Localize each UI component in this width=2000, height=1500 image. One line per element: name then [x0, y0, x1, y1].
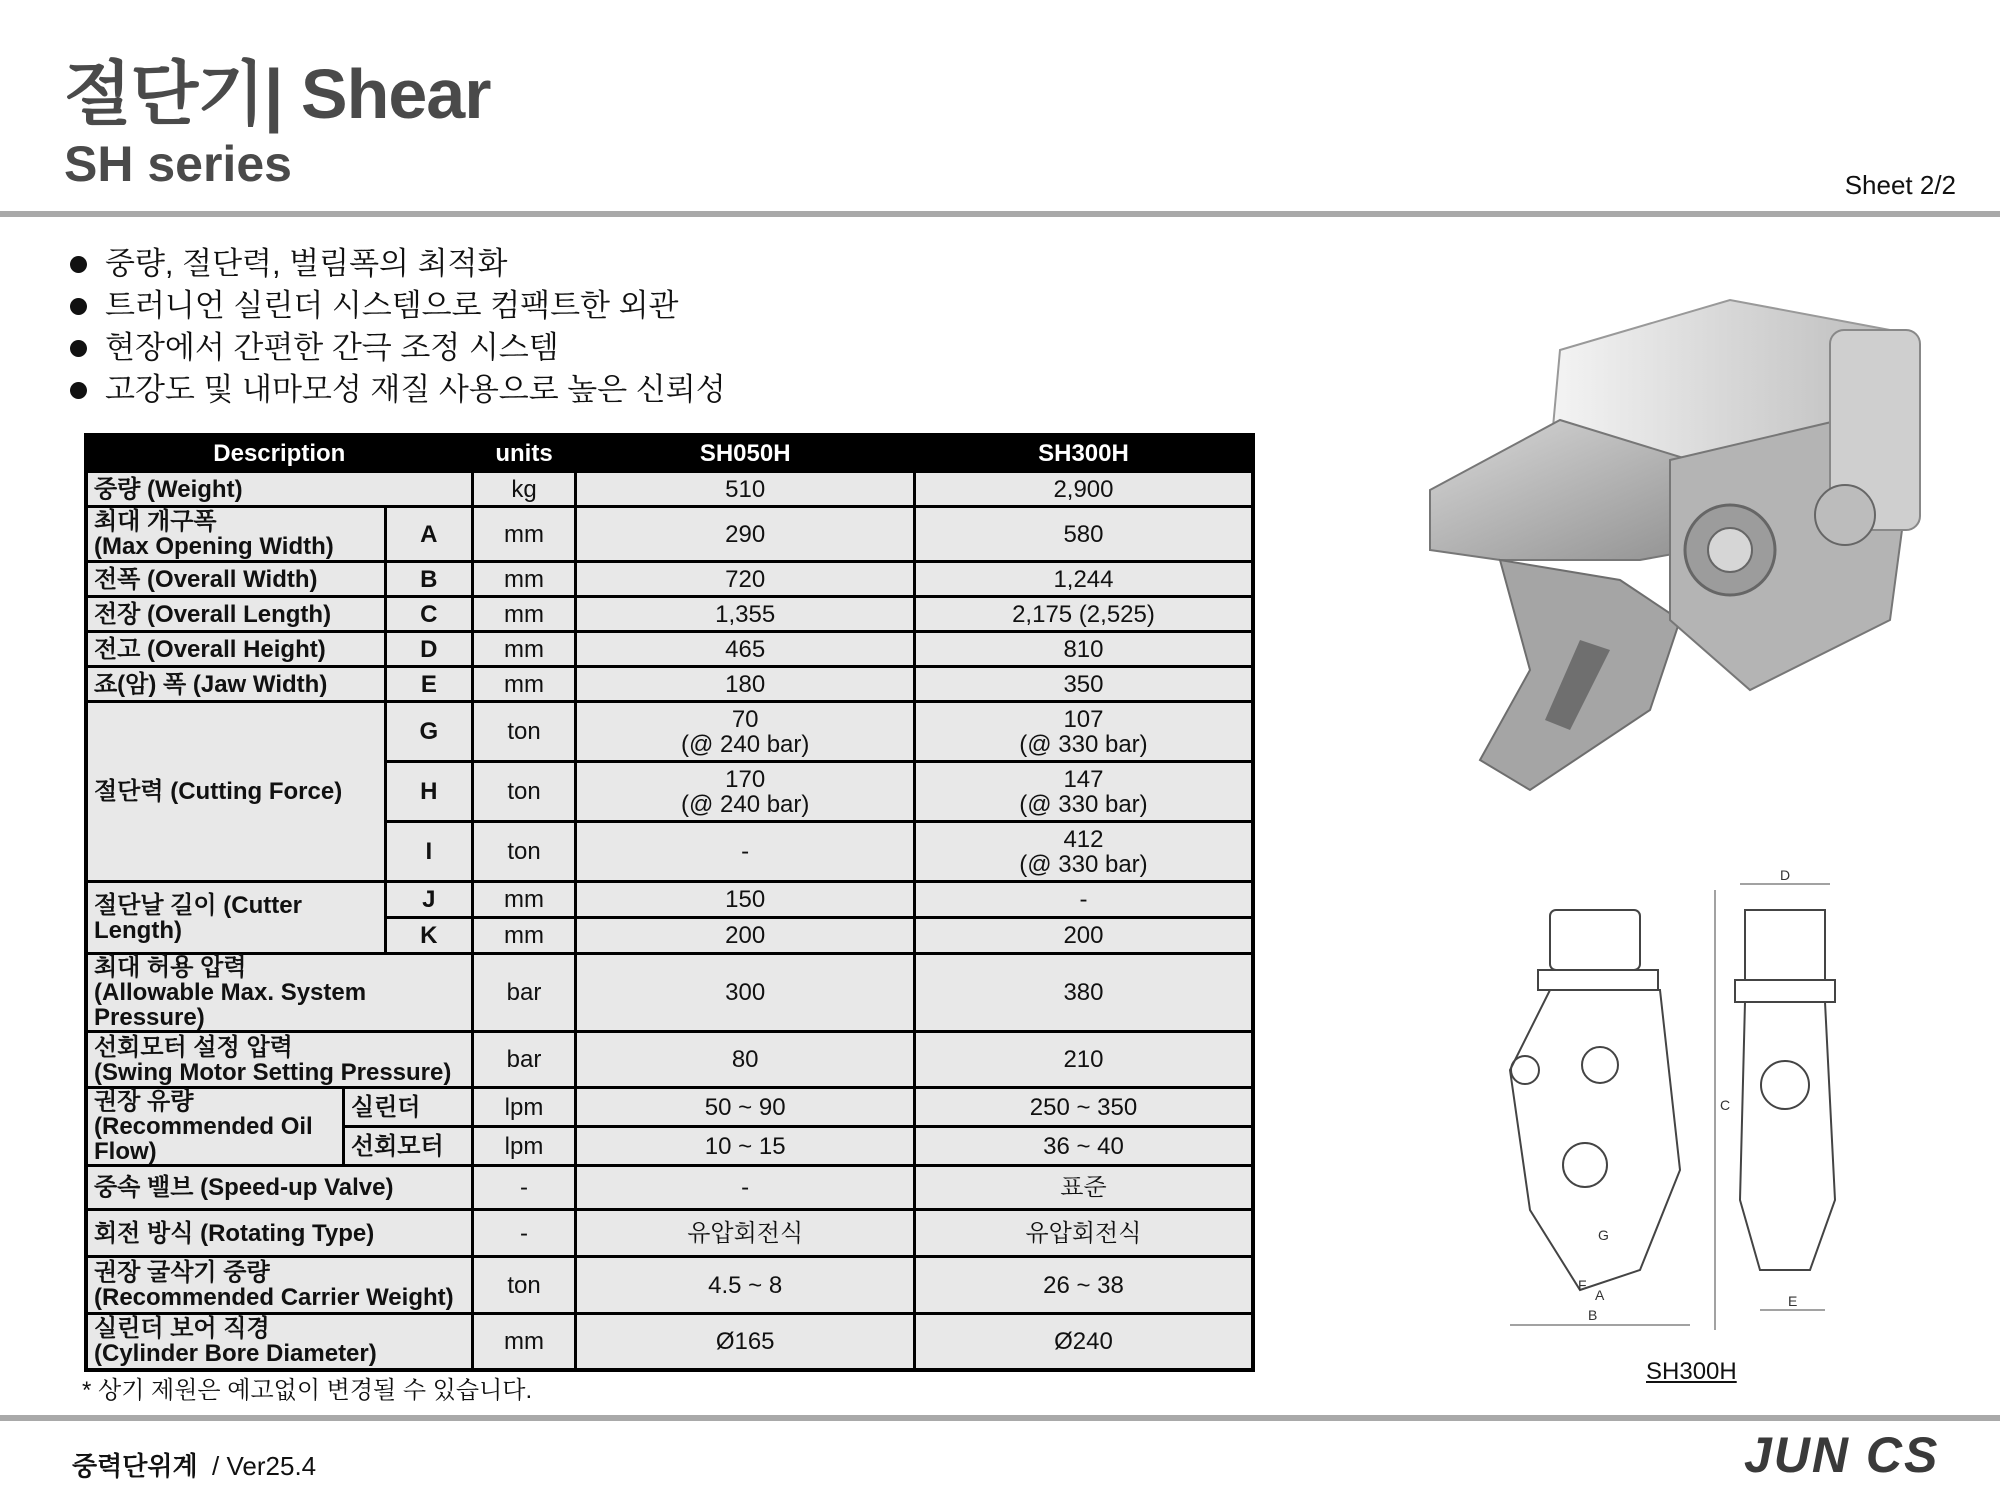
- unit-cell: -: [472, 1210, 576, 1257]
- unit-cell: mm: [472, 562, 576, 597]
- table-row: [86, 472, 1253, 507]
- sheet-number: Sheet 2/2: [1844, 170, 1956, 200]
- label-en: (Swing Motor Setting Pressure): [94, 1058, 452, 1086]
- sub-label: 선회모터: [343, 1127, 472, 1166]
- dim-label-d: D: [1780, 870, 1791, 883]
- header-description: Description: [86, 435, 472, 472]
- header-sh050h: SH050H: [576, 435, 915, 472]
- table-row: [86, 632, 1253, 667]
- pivot-pin-icon: [1708, 528, 1752, 572]
- dim-label-a: A: [1595, 1287, 1605, 1303]
- sh050h-cell: 180: [576, 667, 915, 702]
- value-line: (@ 330 bar): [1019, 790, 1148, 818]
- value-line: 170: [725, 765, 766, 793]
- sh050h-cell: -: [576, 1166, 915, 1210]
- feature-item: [70, 285, 726, 327]
- sh300h-cell: 350: [914, 667, 1253, 702]
- row-label: 절단력 (Cutting Force): [86, 702, 386, 882]
- label-ko: 권장 유량: [94, 1088, 194, 1115]
- sh300h-cell: 250 ~ 350: [914, 1088, 1253, 1127]
- feature-text: 고강도 및 내마모성 재질 사용으로 높은 신뢰성: [105, 372, 726, 407]
- dim-code: I: [386, 822, 473, 882]
- label-ko: 실린더 보어 직경: [94, 1315, 270, 1343]
- table-row: [86, 562, 1253, 597]
- row-label: 절단날 길이 (Cutter Length): [86, 882, 386, 954]
- cylinder-pin-icon: [1815, 485, 1875, 545]
- spec-table: [84, 433, 1255, 1372]
- sh050h-cell: 1,355: [576, 597, 915, 632]
- feature-text: 트러니언 실린더 시스템으로 컴팩트한 외관: [105, 288, 679, 323]
- feature-item: [70, 369, 726, 411]
- bullet-dot-icon: [70, 298, 87, 315]
- value-line: 412: [1063, 825, 1104, 853]
- unit-cell: bar: [472, 954, 576, 1032]
- dim-label-f: F: [1578, 1277, 1587, 1293]
- unit-cell: mm: [472, 667, 576, 702]
- bullet-dot-icon: [70, 340, 87, 357]
- dim-code: D: [386, 632, 473, 667]
- unit-cell: mm: [472, 507, 576, 562]
- table-row: [86, 667, 1253, 702]
- unit-cell: ton: [472, 702, 576, 762]
- table-row: [86, 1314, 1253, 1370]
- dim-label-b: B: [1588, 1307, 1598, 1323]
- sh300h-cell: 2,175 (2,525): [914, 597, 1253, 632]
- unit-cell: lpm: [472, 1127, 576, 1166]
- front-hub-icon: [1761, 1061, 1809, 1109]
- side-body-outline: [1510, 990, 1680, 1290]
- table-row: [86, 1210, 1253, 1257]
- footer-info: [72, 1446, 316, 1483]
- sh050h-cell: Ø165: [576, 1314, 915, 1370]
- label-en: (Recommended Carrier Weight): [94, 1284, 454, 1311]
- sh050h-cell: 300: [576, 954, 915, 1032]
- sh300h-cell: 210: [914, 1032, 1253, 1088]
- sh300h-cell: 36 ~ 40: [914, 1127, 1253, 1166]
- label-ko: 권장 굴삭기 중량: [94, 1259, 270, 1286]
- unit-cell: mm: [472, 597, 576, 632]
- value-line: (@ 330 bar): [1019, 730, 1148, 758]
- sh300h-cell: [914, 762, 1253, 822]
- page-title: 절단기| Shear: [64, 55, 491, 133]
- unit-cell: lpm: [472, 1088, 576, 1127]
- dim-label-c: C: [1720, 1097, 1731, 1113]
- sh300h-cell: 표준: [914, 1166, 1253, 1210]
- sh050h-cell: -: [576, 822, 915, 882]
- sh300h-cell: 200: [914, 918, 1253, 954]
- unit-cell: mm: [472, 632, 576, 667]
- table-row: [86, 507, 1253, 562]
- unit-cell: -: [472, 1166, 576, 1210]
- sh300h-cell: 810: [914, 632, 1253, 667]
- sh050h-cell: [576, 702, 915, 762]
- sh050h-cell: [576, 762, 915, 822]
- table-row: [86, 1166, 1253, 1210]
- dim-label-g: G: [1598, 1227, 1609, 1243]
- dim-code: J: [386, 882, 473, 918]
- row-label: [86, 1314, 472, 1370]
- footer-divider: [0, 1415, 2000, 1421]
- sh300h-cell: 26 ~ 38: [914, 1257, 1253, 1314]
- sh050h-cell: 200: [576, 918, 915, 954]
- dim-code: K: [386, 918, 473, 954]
- dim-code: B: [386, 562, 473, 597]
- dim-code: C: [386, 597, 473, 632]
- dim-code: G: [386, 702, 473, 762]
- sh300h-cell: 2,900: [914, 472, 1253, 507]
- row-label: 전고 (Overall Height): [86, 632, 386, 667]
- unit-cell: mm: [472, 1314, 576, 1370]
- pivot-circle-icon: [1563, 1143, 1607, 1187]
- unit-cell: ton: [472, 762, 576, 822]
- table-row: [86, 954, 1253, 1032]
- row-label: [86, 954, 472, 1032]
- bullet-dot-icon: [70, 256, 87, 273]
- front-flange-outline: [1735, 980, 1835, 1002]
- mount-bracket-outline: [1550, 910, 1640, 970]
- sh300h-cell: 유압회전식: [914, 1210, 1253, 1257]
- header-units: units: [472, 435, 576, 472]
- version-label: / Ver25.4: [212, 1451, 317, 1481]
- feature-text: 중량, 절단력, 벌림폭의 최적화: [105, 246, 508, 281]
- label-en: (Allowable Max. System Pressure): [94, 979, 367, 1031]
- unit-cell: ton: [472, 1257, 576, 1314]
- row-label: 전폭 (Overall Width): [86, 562, 386, 597]
- sh050h-cell: 510: [576, 472, 915, 507]
- row-label: [86, 1088, 343, 1166]
- dimension-drawing: [1490, 870, 1890, 1340]
- bullet-dot-icon: [70, 382, 87, 399]
- unit-cell: mm: [472, 882, 576, 918]
- sh300h-cell: -: [914, 882, 1253, 918]
- logo-text: JUN CS: [1744, 1427, 1940, 1483]
- sh300h-cell: Ø240: [914, 1314, 1253, 1370]
- value-line: 107: [1063, 705, 1104, 733]
- sh300h-cell: [914, 822, 1253, 882]
- sh300h-cell: 580: [914, 507, 1253, 562]
- dim-code: A: [386, 507, 473, 562]
- sh050h-cell: 720: [576, 562, 915, 597]
- rotator-flange-outline: [1538, 970, 1658, 990]
- unit-system-label: 중력단위계: [72, 1451, 198, 1481]
- sub-label: 실린더: [343, 1088, 472, 1127]
- sh050h-cell: 80: [576, 1032, 915, 1088]
- row-label: 죠(암) 폭 (Jaw Width): [86, 667, 386, 702]
- table-row: [86, 882, 1253, 918]
- jun-cs-logo: [1740, 1424, 1960, 1486]
- feature-item: [70, 327, 726, 369]
- value-line: 70: [731, 705, 759, 733]
- row-label: [86, 1257, 472, 1314]
- feature-text: 현장에서 간편한 간극 조정 시스템: [105, 330, 559, 365]
- sh050h-cell: 290: [576, 507, 915, 562]
- table-row: [86, 702, 1253, 762]
- value-line: (@ 240 bar): [680, 790, 810, 818]
- shear-product-photo: [1420, 290, 1940, 810]
- drawing-caption: SH300H: [1646, 1358, 1737, 1385]
- sh050h-cell: 유압회전식: [576, 1210, 915, 1257]
- table-row: [86, 1032, 1253, 1088]
- header-sh300h: SH300H: [914, 435, 1253, 472]
- unit-cell: bar: [472, 1032, 576, 1088]
- front-bracket-outline: [1745, 910, 1825, 980]
- hub-circle-icon: [1582, 1047, 1618, 1083]
- row-label: 회전 방식 (Rotating Type): [86, 1210, 472, 1257]
- sh300h-cell: 1,244: [914, 562, 1253, 597]
- sh050h-cell: 150: [576, 882, 915, 918]
- label-en: (Cylinder Bore Diameter): [94, 1340, 377, 1368]
- value-line: (@ 330 bar): [1019, 850, 1148, 878]
- sh050h-cell: 4.5 ~ 8: [576, 1257, 915, 1314]
- label-ko: 최대 허용 압력: [94, 954, 247, 981]
- front-body-outline: [1740, 1002, 1835, 1270]
- page-subtitle: SH series: [64, 136, 292, 192]
- cylinder-circle-icon: [1511, 1056, 1539, 1084]
- unit-cell: kg: [472, 472, 576, 507]
- label-en: (Recommended Oil Flow): [94, 1113, 313, 1165]
- dim-code: E: [386, 667, 473, 702]
- sh300h-cell: [914, 702, 1253, 762]
- table-header-row: [86, 435, 1253, 472]
- sh300h-cell: 380: [914, 954, 1253, 1032]
- value-line: 147: [1063, 765, 1104, 793]
- row-label: [86, 507, 386, 562]
- row-label: [86, 1032, 472, 1088]
- unit-cell: mm: [472, 918, 576, 954]
- feature-item: [70, 243, 726, 285]
- header-divider: [0, 211, 2000, 217]
- dim-label-e: E: [1788, 1293, 1798, 1309]
- label-ko: 최대 개구폭: [94, 508, 217, 535]
- sh050h-cell: 10 ~ 15: [576, 1127, 915, 1166]
- value-line: (@ 240 bar): [680, 730, 810, 758]
- table-row: [86, 1088, 1253, 1127]
- label-en: (Max Opening Width): [94, 533, 334, 560]
- sh050h-cell: 50 ~ 90: [576, 1088, 915, 1127]
- row-label: 중량 (Weight): [86, 472, 472, 507]
- feature-list: [70, 243, 726, 411]
- row-label: 전장 (Overall Length): [86, 597, 386, 632]
- table-row: [86, 1257, 1253, 1314]
- row-label: 중속 밸브 (Speed-up Valve): [86, 1166, 472, 1210]
- disclaimer-note: * 상기 제원은 예고없이 변경될 수 있습니다.: [82, 1377, 533, 1404]
- dim-code: H: [386, 762, 473, 822]
- unit-cell: ton: [472, 822, 576, 882]
- label-ko: 선회모터 설정 압력: [94, 1033, 293, 1061]
- table-row: [86, 597, 1253, 632]
- sh050h-cell: 465: [576, 632, 915, 667]
